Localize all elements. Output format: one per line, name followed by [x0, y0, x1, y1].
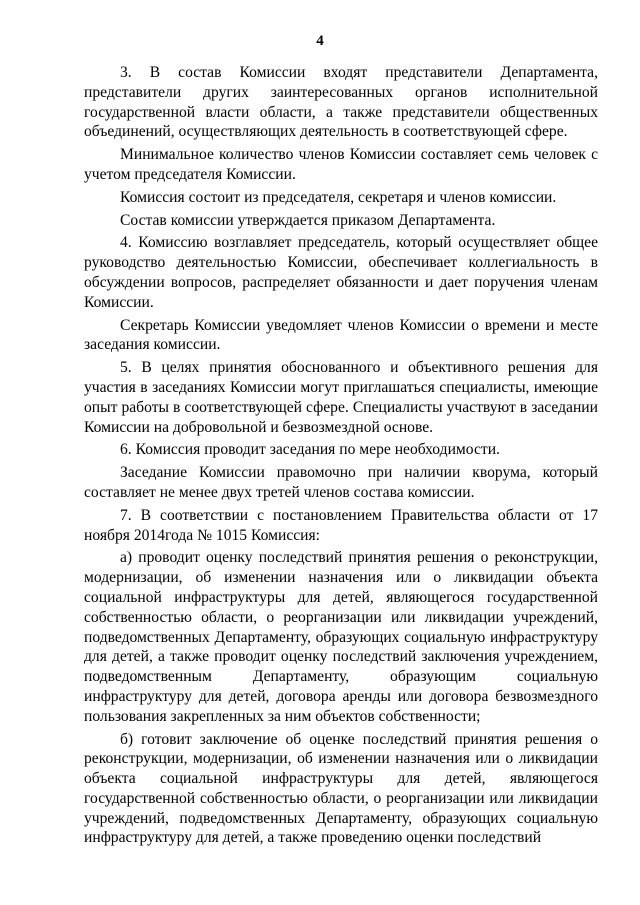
paragraph-item-a: а) проводит оценку последствий принятия решения о реконструкции, модернизации, об изменении назначения или о ликвидации объекта социальной инфраструктуры для детей, являющегося государственной собственностью области, о реорганизации или ликвидации учреждений, подведомственных Департаменту, образующих социальную инфраструктуру для детей, а также проводит оценку последствий заключения учреждением, подведомственным Департаменту, образующим социальную инфраструктуру для детей, договора аренды или договора безвозмездного пользования закрепленных за ним объектов собственности; — [84, 549, 598, 725]
paragraph-item-b: б) готовит заключение об оценке последствий принятия решения о реконструкции, модернизации, об изменении назначения или о ликвидации объекта социальной инфраструктуры для детей, являющегося государственной собственностью области, о реорганизации или ликвидации учреждений, подведомственных Департаменту, образующих социальную инфраструктуру для детей, а также проведению оценки последствий — [84, 730, 598, 847]
paragraph-clause-4: 4. Комиссию возглавляет председатель, который осуществляет общее руководство деятельностью Комиссии, обеспечивает коллегиальность в обсуждении вопросов, распределяет обязанности и дает поручения членам Комиссии. — [84, 234, 598, 311]
document-body — [84, 63, 598, 851]
paragraph-quorum: Заседание Комиссии правомочно при наличии кворума, который составляет не менее двух третей членов состава комиссии. — [84, 464, 598, 501]
paragraph-secretary: Секретарь Комиссии уведомляет членов Комиссии о времени и месте заседания комиссии. — [84, 316, 598, 354]
paragraph-clause-7: 7. В соответствии с постановлением Правительства области от 17 ноября 2014года № 1015 Комиссия: — [84, 506, 598, 544]
paragraph-clause-5: 5. В целях принятия обоснованного и объективного решения для участия в заседаниях Комиссии могут приглашаться специалисты, имеющие опыт работы в соответствующей сфере. Специалисты участвуют в заседании Комиссии на добровольной и безвозмездной основе. — [84, 359, 598, 436]
paragraph-clause-3: 3. В состав Комиссии входят представители Департамента, представители других заинтересованных органов исполнительной государственной власти области, а также представители общественных объединений, осуществляющих деятельность в соответствующей сфере. — [84, 64, 598, 141]
page-number: 4 — [316, 33, 324, 49]
paragraph-clause-6: 6. Комиссия проводит заседания по мере необходимости. — [120, 441, 500, 459]
paragraph-min-members: Минимальное количество членов Комиссии составляет семь человек с учетом председателя Комиссии. — [84, 146, 598, 183]
paragraph-composition: Комиссия состоит из председателя, секретаря и членов комиссии. — [120, 188, 557, 206]
paragraph-approval: Состав комиссии утверждается приказом Департамента. — [120, 211, 496, 229]
